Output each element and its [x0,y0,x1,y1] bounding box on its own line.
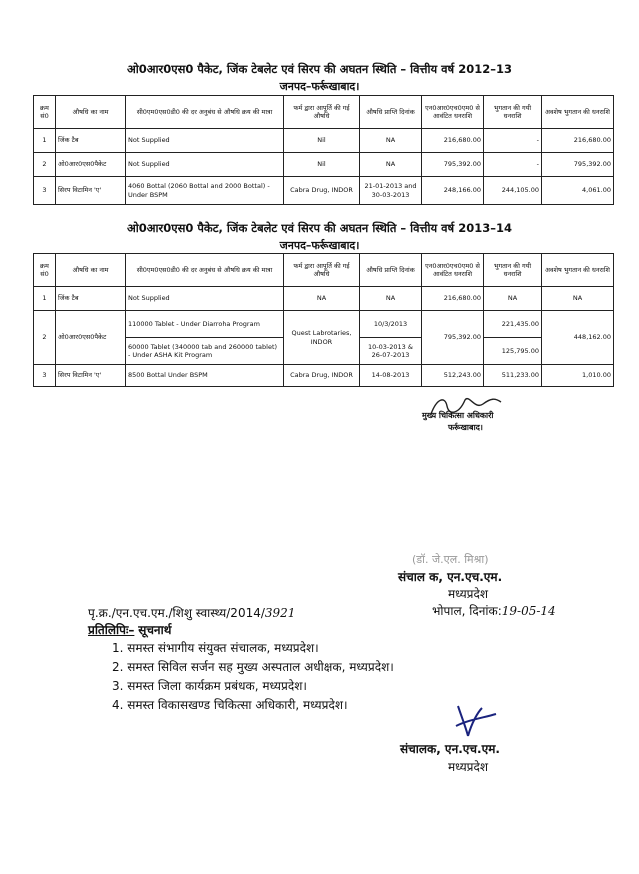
table1-title: ओ0आर0एस0 पैकेट, जिंक टेबलेट एवं सिरप की अघतन स्थिति – वित्तीय वर्ष 2012–13 [127,62,512,76]
cmo-district: फर्रूखाबाद। [448,423,483,432]
list-item: 2. समस्त सिविल सर्जन सह मुख्य अस्पताल अधीक्षक, मध्यप्रदेश। [112,660,394,674]
place-date [432,602,556,619]
table2 [33,253,614,387]
table2-header-cell: औषधि प्राप्ति दिनांक [360,254,422,287]
table1-district: जनपद–फर्रूखाबाद। [279,80,360,93]
table1-header-cell: एन0आर0एच0एम0 से आवंटित धनराशि [422,96,484,129]
cell: 4,061.00 [542,177,614,205]
cell: सिरप विटामिन 'ए' [56,177,126,205]
cell: 14-08-2013 [360,365,422,387]
cell: सिरप विटामिन 'ए' [56,365,126,387]
cell: 10/3/2013 [360,311,422,338]
cell: 2 [34,153,56,177]
director-signature-icon [448,702,500,740]
cell: NA [360,287,422,311]
cell: 10-03-2013 & 26-07-2013 [360,338,422,365]
cell: 110000 Tablet - Under Diarroha Program [126,311,284,338]
table1 [33,95,614,205]
cell: Not Supplied [126,129,284,153]
table2-header-cell: सी0एम0एस0डी0 की दर अनुबंध से औषधि क्रय की मात्रा [126,254,284,287]
cell: 216,680.00 [422,129,484,153]
handwritten-dispatch-number: 3921 [264,606,296,620]
cell: जिंक टैब [56,287,126,311]
cmo-designation: मुख्य चिकित्सा अधिकारी [422,411,494,420]
reference-prefix: पृ.क्र./एन.एच.एम./शिशु स्वास्थ्य/2014/ [88,606,265,620]
cell: Not Supplied [126,153,284,177]
cell: 795,392.00 [542,153,614,177]
table-row [34,311,614,338]
list-item: 4. समस्त विकासखण्ड चिकित्सा अधिकारी, मध्यप्रदेश। [112,698,348,712]
director-designation: संचाल क, एन.एच.एम. [398,570,503,584]
table1-header-cell: क्रम सं0 [34,96,56,129]
cell: 8500 Bottal Under BSPM [126,365,284,387]
table-row [34,153,614,177]
cell: NA [542,287,614,311]
cell: 21-01-2013 and 30-03-2013 [360,177,422,205]
cell: 1,010.00 [542,365,614,387]
table2-header-cell: क्रम सं0 [34,254,56,287]
cell: 4060 Bottal (2060 Bottal and 2000 Bottal) - Under BSPM [126,177,284,205]
table-row [34,177,614,205]
cell: Cabra Drug, INDOR [284,365,360,387]
cell: ओ0आर0एस0पैकेट [56,153,126,177]
table-row [34,129,614,153]
table2-header-cell: एन0आर0एच0एम0 से आवंटित धनराशि [422,254,484,287]
cell: NA [360,153,422,177]
cell: जिंक टैब [56,129,126,153]
cell: 3 [34,177,56,205]
list-item: 3. समस्त जिला कार्यक्रम प्रबंधक, मध्यप्रदेश। [112,679,307,693]
director-name: (डॉ. जे.एल. मिश्रा) [412,553,489,566]
table2-district: जनपद–फर्रूखाबाद। [279,239,360,252]
table1-header-cell: भुगतान की गयी धनराशि [484,96,542,129]
cell: 512,243.00 [422,365,484,387]
table1-header-cell: फर्म द्वारा आपूर्ति की गई औषधि [284,96,360,129]
cell: 1 [34,129,56,153]
table1-header-row [34,96,614,129]
cell: 2 [34,311,56,365]
cell: ओ0आर0एस0पैकेट [56,311,126,365]
table1-header-cell: औषधि का नाम [56,96,126,129]
table1-header-cell: औषधि प्राप्ति दिनांक [360,96,422,129]
cell: 248,166.00 [422,177,484,205]
cell: 3 [34,365,56,387]
cell: Quest Labrotaries, INDOR [284,311,360,365]
cell: 60000 Tablet (340000 tab and 260000 tablet) - Under ASHA Kit Program [126,338,284,365]
director-state: मध्यप्रदेश [448,587,489,601]
table2-header-cell: फर्म द्वारा आपूर्ति की गई औषधि [284,254,360,287]
table-row [34,365,614,387]
table2-header-cell: औषधि का नाम [56,254,126,287]
table2-header-cell: अवशेष भुगतान की धनराशि [542,254,614,287]
cell: NA [484,287,542,311]
table2-header-row [34,254,614,287]
cell: - [484,129,542,153]
cell: NA [284,287,360,311]
cell: 216,680.00 [422,287,484,311]
handwritten-date: 19-05-14 [501,604,556,618]
cell: 1 [34,287,56,311]
cell: 511,233.00 [484,365,542,387]
reference-number [88,604,295,621]
table2-header-cell: भुगतान की गयी धनराशि [484,254,542,287]
cell: 244,105.00 [484,177,542,205]
cell: NA [360,129,422,153]
copy-to-heading [88,621,171,638]
cell: 795,392.00 [422,311,484,365]
copy-to-purpose: सूचनार्थ [138,623,172,637]
table1-header-cell: अवशेष भुगतान की धनराशि [542,96,614,129]
table2-title: ओ0आर0एस0 पैकेट, जिंक टेबलेट एवं सिरप की अघतन स्थिति – वित्तीय वर्ष 2013–14 [127,221,512,235]
table-row [34,287,614,311]
footer-state: मध्यप्रदेश [448,760,489,774]
cell: Nil [284,129,360,153]
cell: 795,392.00 [422,153,484,177]
list-item: 1. समस्त संभागीय संयुक्त संचालक, मध्यप्रदेश। [112,641,319,655]
cell: 125,795.00 [484,338,542,365]
footer-designation: संचालक, एन.एच.एम. [400,742,500,756]
cell: 448,162.00 [542,311,614,365]
cell: Cabra Drug, INDOR [284,177,360,205]
table1-header-cell: सी0एम0एस0डी0 की दर अनुबंध से औषधि क्रय की मात्रा [126,96,284,129]
cell: Not Supplied [126,287,284,311]
cell: 221,435.00 [484,311,542,338]
cell: - [484,153,542,177]
cell: Nil [284,153,360,177]
cell: 216,680.00 [542,129,614,153]
place-date-label: भोपाल, दिनांक: [432,604,502,618]
copy-to-label: प्रतिलिपिः– [88,623,135,637]
